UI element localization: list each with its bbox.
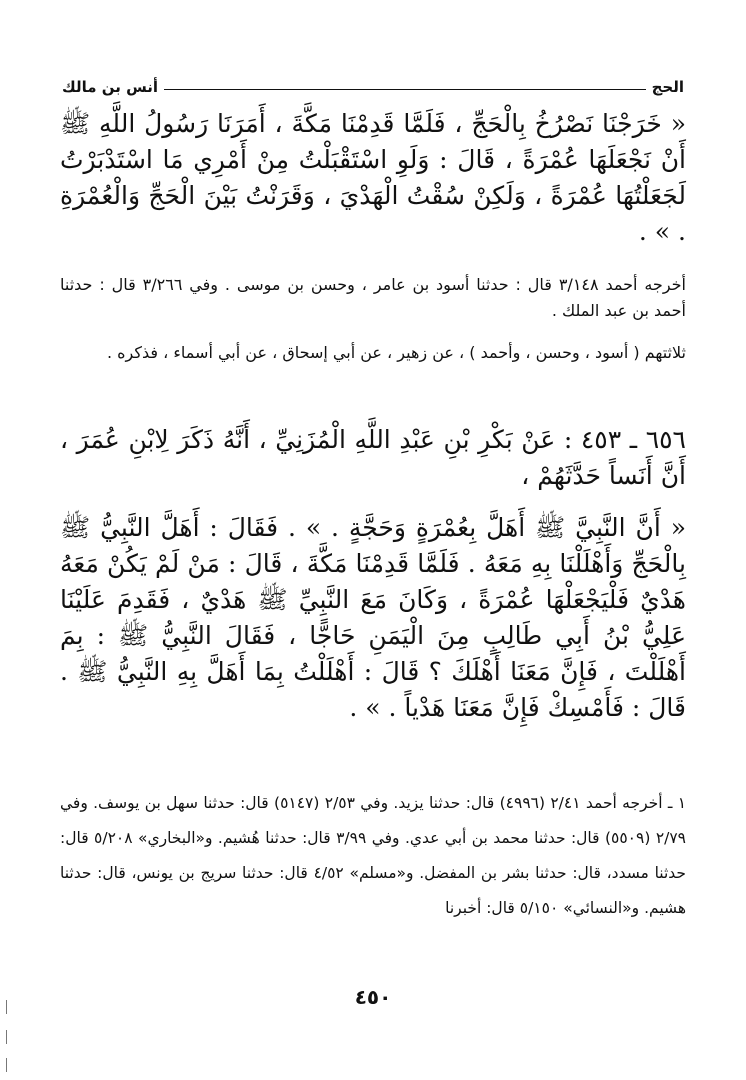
header-rule [164, 89, 646, 90]
page-number: ٤٥٠ [354, 985, 392, 1009]
footnote-paragraph: ١ ـ أخرجه أحمد ٢/٤١ (٤٩٩٦) قال: حدثنا يزيد. وفي ٢/٥٣ (٥١٤٧) قال: حدثنا سهل بن يوسف. وفي ٢/٧٩ (٥٥٠٩) قال: حدثنا محمد بن أبي عدي. وفي ٣/٩٩ قال: حدثنا هُشيم. و«البخاري» ٥/٢٠٨ قال: حدثنا مسدد، قال: حدثنا بشر بن المفضل. و«مسلم» ٤/٥٢ قال: حدثنا سريج بن يونس، قال: حدثنا هشيم. و«النسائي» ٥/١٥٠ قال: أخبرنا [60, 794, 687, 917]
margin-tick [6, 1000, 7, 1014]
margin-tick [6, 1030, 7, 1044]
margin-tick [6, 1058, 7, 1072]
takhrij-paragraph: أخرجه أحمد ٣/١٤٨ قال : حدثنا أسود بن عامر ، وحسن بن موسى . وفي ٣/٢٦٦ قال : حدثنا أحمد بن عبد الملك . [60, 275, 686, 320]
isnad-summary-paragraph: ثلاثتهم ( أسود ، وحسن ، وأحمد ) ، عن زهير ، عن أبي إسحاق ، عن أبي أسماء ، فذكره . [107, 343, 686, 362]
footnote-separator [60, 775, 686, 776]
narrator-title: أنس بن مالك [62, 78, 159, 96]
hadith-body-paragraph: « أَنَّ النَّبِيَّ ﷺ أَهَلَّ بِعُمْرَةٍ وَحَجَّةٍ . » . فَقَالَ : أَهَلَّ النَّبِيُّ ﷺ بِالْحَجِّ وَأَهْلَلْنَا بِهِ مَعَهُ . فَلَمَّا قَدِمْنَا مَكَّةَ ، قَالَ : مَنْ لَمْ يَكُنْ مَعَهُ هَدْيٌ فَلْيَجْعَلْهَا عُمْرَةً ، وَكَانَ مَعَ النَّبِيِّ ﷺ هَدْيٌ ، فَقَدِمَ عَلَيْنَا عَلِيُّ بْنُ أَبِي طَالِبٍ مِنَ الْيَمَنِ حَاجًّا ، فَقَالَ النَّبِيُّ ﷺ : بِمَ أَهْلَلْتَ ، فَإِنَّ مَعَنَا أَهْلَكَ ؟ قَالَ : أَهْلَلْتُ بِمَا أَهَلَّ بِهِ النَّبِيُّ ﷺ . قَالَ : فَأَمْسِكْ فَإِنَّ مَعَنَا هَدْياً . » . [60, 513, 686, 722]
chapter-title: الحج [651, 78, 684, 96]
running-header [62, 70, 684, 96]
hadith-heading-paragraph: ٦٥٦ ـ ٤٥٣ : عَنْ بَكْرِ بْنِ عَبْدِ اللَّهِ الْمُزَنِيِّ ، أَنَّهُ ذَكَرَ لِابْنِ عُمَرَ ، أَنَّ أَنَساً حَدَّثَهُمْ ، [60, 425, 686, 490]
hadith-text-paragraph: « خَرَجْنَا نَصْرُخُ بِالْحَجِّ ، فَلَمَّا قَدِمْنَا مَكَّةَ ، أَمَرَنَا رَسُولُ اللَّهِ ﷺ أَنْ نَجْعَلَهَا عُمْرَةً ، قَالَ : وَلَوِ اسْتَقْبَلْتُ مِنْ أَمْرِي مَا اسْتَدْبَرْتُ لَجَعَلْتُهَا عُمْرَةً ، وَلَكِنْ سُقْتُ الْهَدْيَ ، وَقَرَنْتُ بَيْنَ الْحَجِّ وَالْعُمْرَةِ . » . [60, 109, 686, 246]
